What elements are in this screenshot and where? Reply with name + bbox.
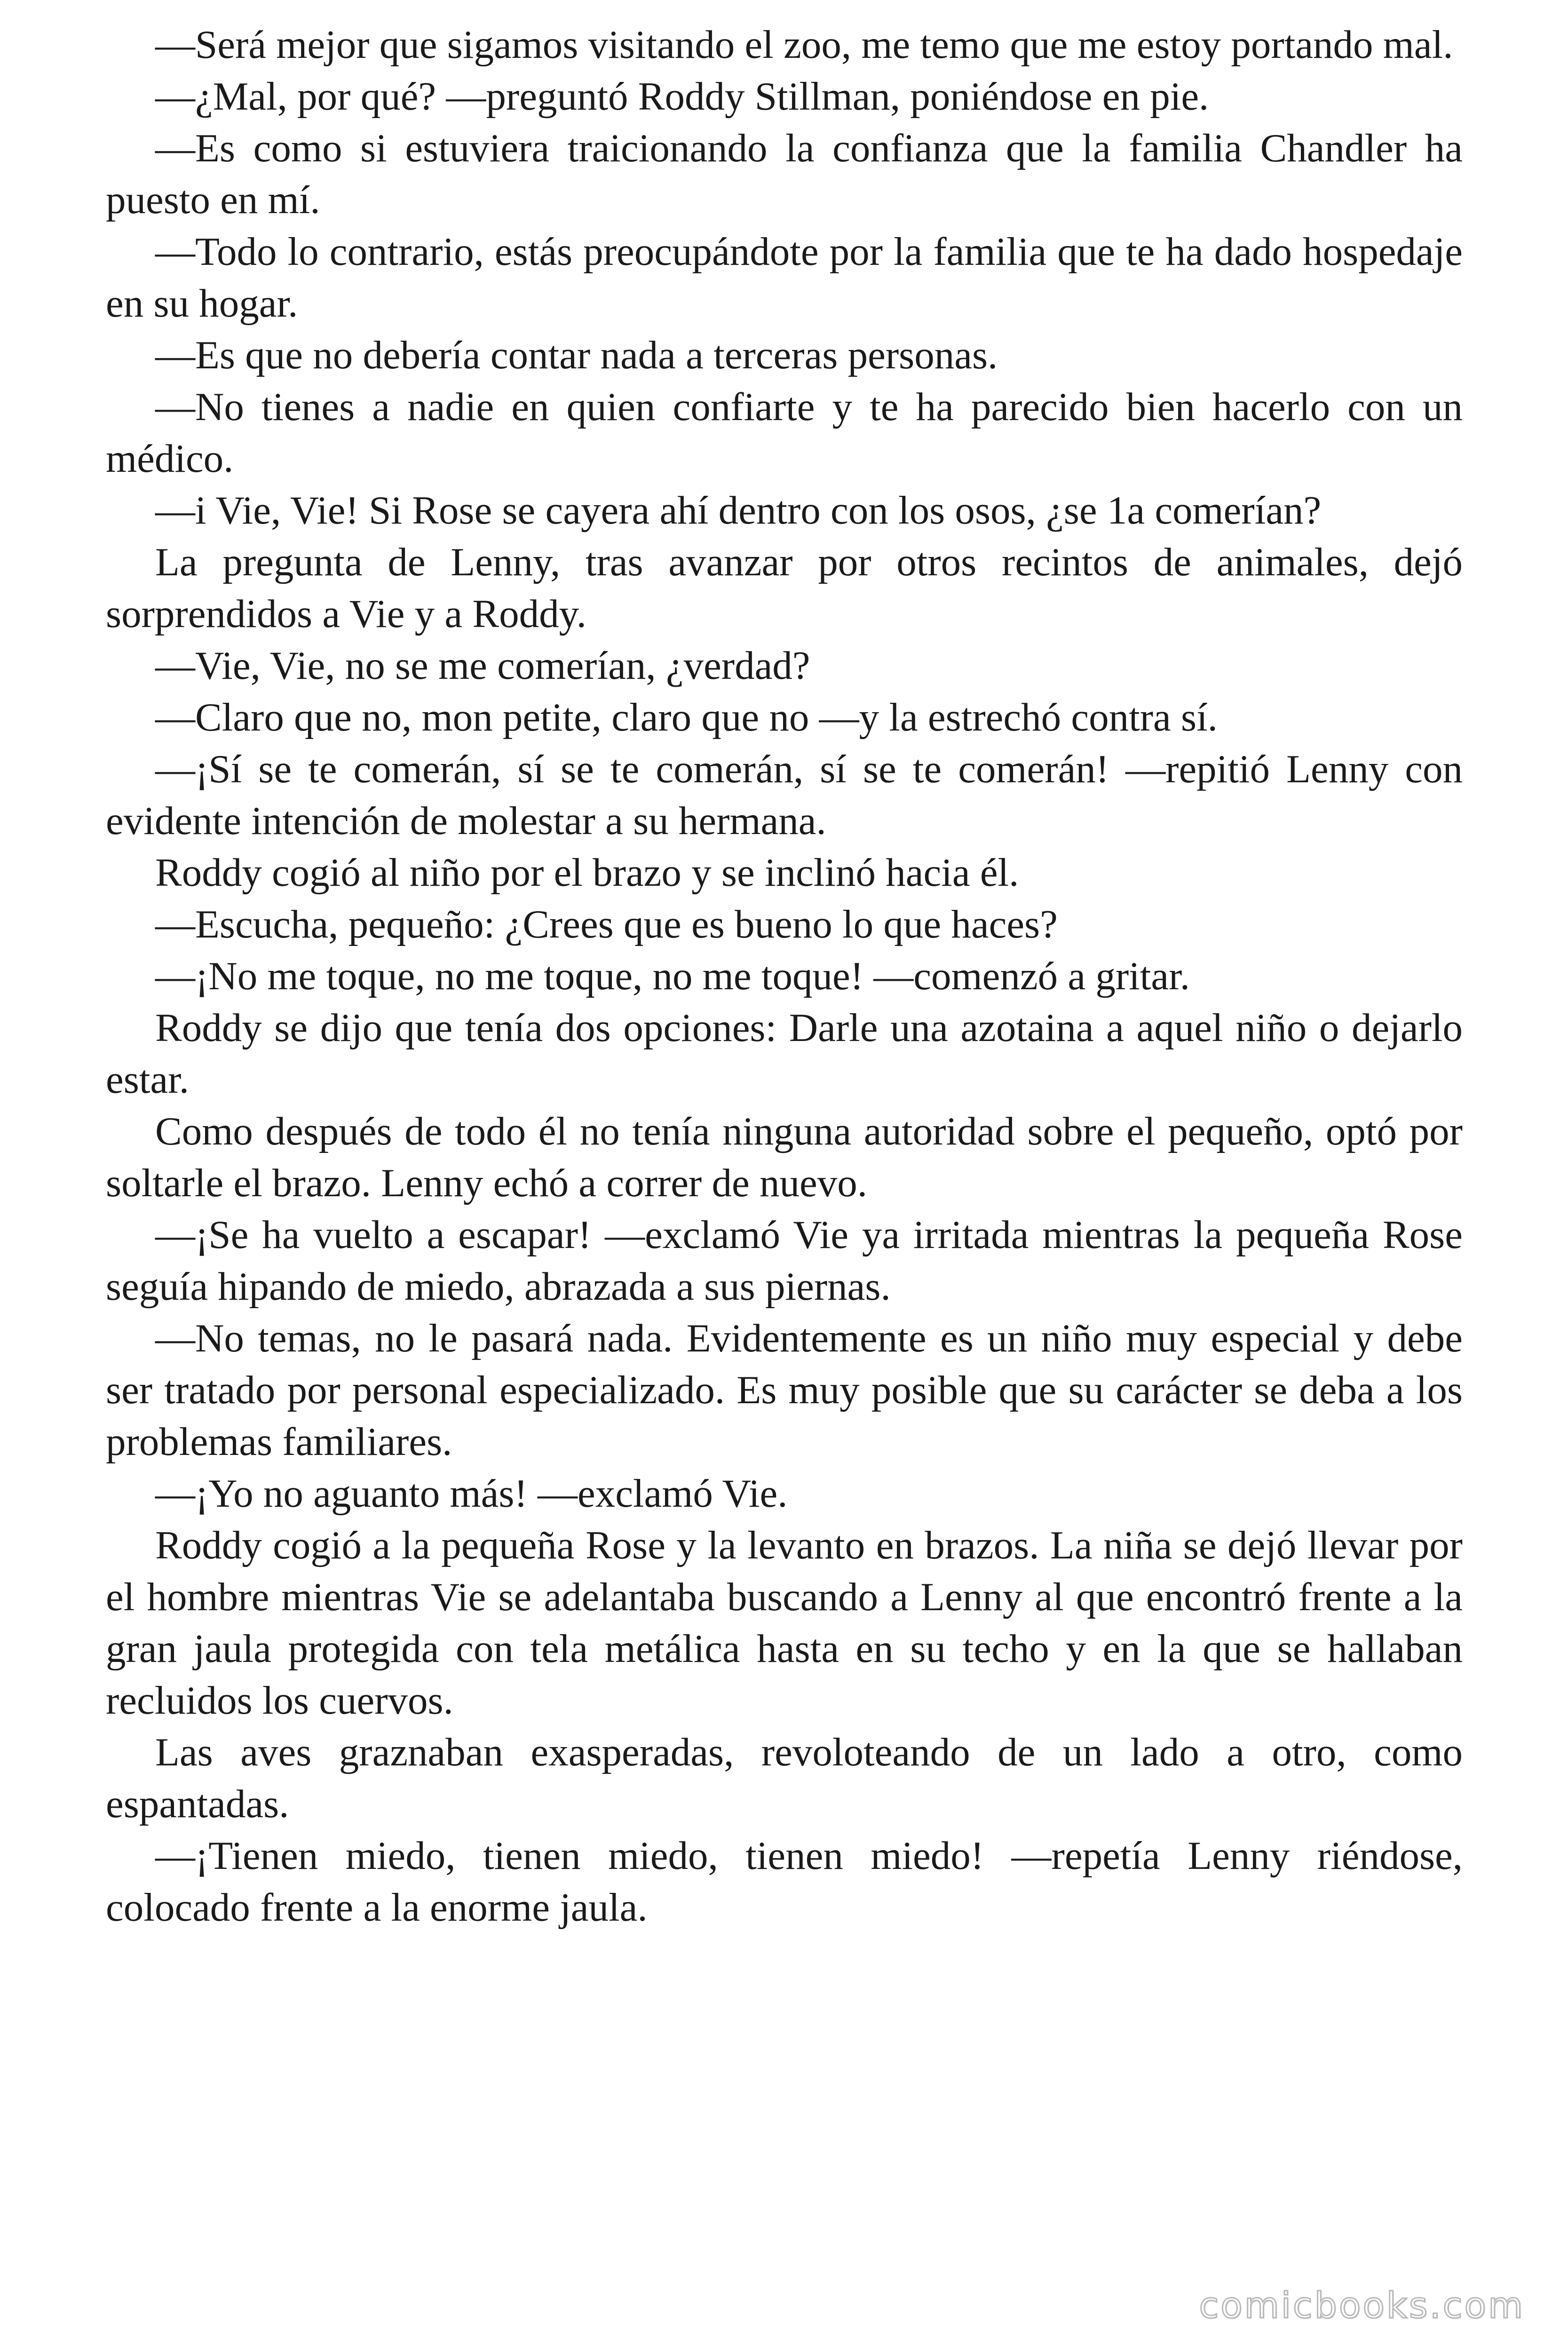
paragraph: —¡Sí se te comerán, sí se te comerán, sí se te comerán! —repitió Lenny con evidente intención de molestar a su hermana. xyxy=(106,747,1463,843)
paragraph: —¿Mal, por qué? —preguntó Roddy Stillman, poniéndose en pie. xyxy=(155,74,1209,119)
paragraph: —Todo lo contrario, estás preocupándote por la familia que te ha dado hospedaje en su hogar. xyxy=(106,230,1463,326)
paragraph: Las aves graznaban exasperadas, revoloteando de un lado a otro, como espantadas. xyxy=(106,1730,1463,1826)
paragraph: —Será mejor que sigamos visitando el zoo, me temo que me estoy portando mal. xyxy=(155,23,1453,67)
paragraph: —¡No me toque, no me toque, no me toque! —comenzó a gritar. xyxy=(155,954,1190,998)
paragraph: —i Vie, Vie! Si Rose se cayera ahí dentro con los osos, ¿se 1a comerían? xyxy=(155,488,1322,532)
paragraph: —Es como si estuviera traicionando la confianza que la familia Chandler ha puesto en mí. xyxy=(106,126,1463,222)
paragraph: —Escucha, pequeño: ¿Crees que es bueno lo que haces? xyxy=(155,902,1058,946)
paragraph: —¡Tienen miedo, tienen miedo, tienen miedo! —repetía Lenny riéndose, colocado frente a la enorme jaula. xyxy=(106,1834,1463,1930)
watermark: comicbooks.com xyxy=(1199,2284,1525,2326)
paragraph: —No temas, no le pasará nada. Evidentemente es un niño muy especial y debe ser tratado por personal especializado. Es muy posible que su carácter se deba a los problemas familiares. xyxy=(106,1316,1463,1464)
paragraph: La pregunta de Lenny, tras avanzar por otros recintos de animales, dejó sorprendidos a Vie y a Roddy. xyxy=(106,540,1463,636)
paragraph: Roddy cogió a la pequeña Rose y la levanto en brazos. La niña se dejó llevar por el hombre mientras Vie se adelantaba buscando a Lenny al que encontró frente a la gran jaula protegida con tela metálica hasta en su techo y en la que se hallaban recluidos los cuervos. xyxy=(106,1523,1463,1723)
paragraph: —¡Se ha vuelto a escapar! —exclamó Vie ya irritada mientras la pequeña Rose seguía hipando de miedo, abrazada a sus piernas. xyxy=(106,1213,1463,1309)
paragraph: —Claro que no, mon petite, claro que no —y la estrechó contra sí. xyxy=(155,695,1218,739)
paragraph: —Vie, Vie, no se me comerían, ¿verdad? xyxy=(155,644,810,688)
paragraph: —Es que no debería contar nada a terceras personas. xyxy=(155,333,998,377)
paragraph: Como después de todo él no tenía ninguna autoridad sobre el pequeño, optó por soltarle el brazo. Lenny echó a correr de nuevo. xyxy=(106,1109,1463,1205)
paragraph: —No tienes a nadie en quien confiarte y te ha parecido bien hacerlo con un médico. xyxy=(106,385,1463,481)
page-body xyxy=(106,19,1463,1933)
paragraph: Roddy se dijo que tenía dos opciones: Darle una azotaina a aquel niño o dejarlo estar. xyxy=(106,1006,1463,1102)
paragraph: —¡Yo no aguanto más! —exclamó Vie. xyxy=(155,1471,788,1516)
paragraph: Roddy cogió al niño por el brazo y se inclinó hacia él. xyxy=(155,850,1019,895)
